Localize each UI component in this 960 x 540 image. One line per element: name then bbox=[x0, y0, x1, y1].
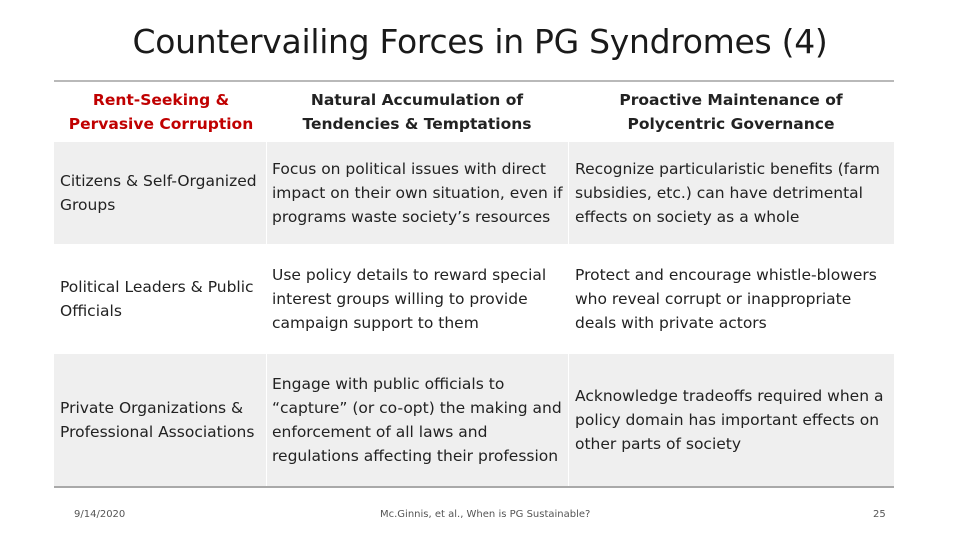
row-actor-text: Political Leaders & Public Officials bbox=[60, 278, 254, 320]
footer-citation: Mc.Ginnis, et al., When is PG Sustainable? bbox=[380, 509, 591, 520]
row-actor-cell bbox=[60, 354, 260, 486]
row-accumulation-cell bbox=[272, 142, 566, 244]
row-maintenance-cell bbox=[575, 142, 891, 244]
table-bottom-rule bbox=[54, 486, 894, 488]
row-accumulation-text: Focus on political issues with direct impact on their own situation, even if programs waste society’s resources bbox=[272, 160, 563, 226]
table-row bbox=[54, 142, 894, 244]
row-maintenance-text: Recognize particularistic benefits (farm subsidies, etc.) can have detrimental effects on society as a whole bbox=[575, 160, 880, 226]
column-header-rent-seeking: Rent-Seeking & Pervasive Corruption bbox=[68, 91, 254, 133]
column-header-proactive-maintenance: Proactive Maintenance of Polycentric Governance bbox=[619, 91, 843, 133]
footer-date: 9/14/2020 bbox=[74, 509, 126, 520]
row-accumulation-cell bbox=[272, 354, 566, 486]
footer-page-number: 25 bbox=[873, 509, 886, 520]
row-accumulation-text: Use policy details to reward special interest groups willing to provide campaign support to them bbox=[272, 266, 547, 332]
column-divider bbox=[568, 354, 569, 486]
table-row bbox=[54, 354, 894, 486]
row-actor-text: Citizens & Self-Organized Groups bbox=[60, 172, 257, 214]
row-maintenance-text: Acknowledge tradeoffs required when a policy domain has important effects on other parts of society bbox=[575, 387, 884, 453]
row-accumulation-text: Engage with public officials to “capture” (or co-opt) the making and enforcement of all laws and regulations affecting their profession bbox=[272, 375, 562, 465]
column-divider bbox=[568, 142, 569, 244]
table-top-rule bbox=[54, 80, 894, 82]
column-header-natural-accumulation: Natural Accumulation of Tendencies & Temptations bbox=[302, 91, 532, 133]
row-accumulation-cell bbox=[272, 246, 566, 352]
row-actor-cell bbox=[60, 246, 260, 352]
row-maintenance-cell bbox=[575, 246, 893, 352]
row-actor-cell bbox=[60, 142, 260, 244]
row-actor-text: Private Organizations & Professional Associations bbox=[60, 399, 255, 441]
table-row bbox=[54, 246, 894, 352]
column-divider bbox=[266, 142, 267, 244]
row-maintenance-cell bbox=[575, 354, 891, 486]
column-divider bbox=[266, 354, 267, 486]
row-maintenance-text: Protect and encourage whistle-blowers who reveal corrupt or inappropriate deals with private actors bbox=[575, 266, 877, 332]
slide-title: Countervailing Forces in PG Syndromes (4) bbox=[132, 22, 828, 61]
